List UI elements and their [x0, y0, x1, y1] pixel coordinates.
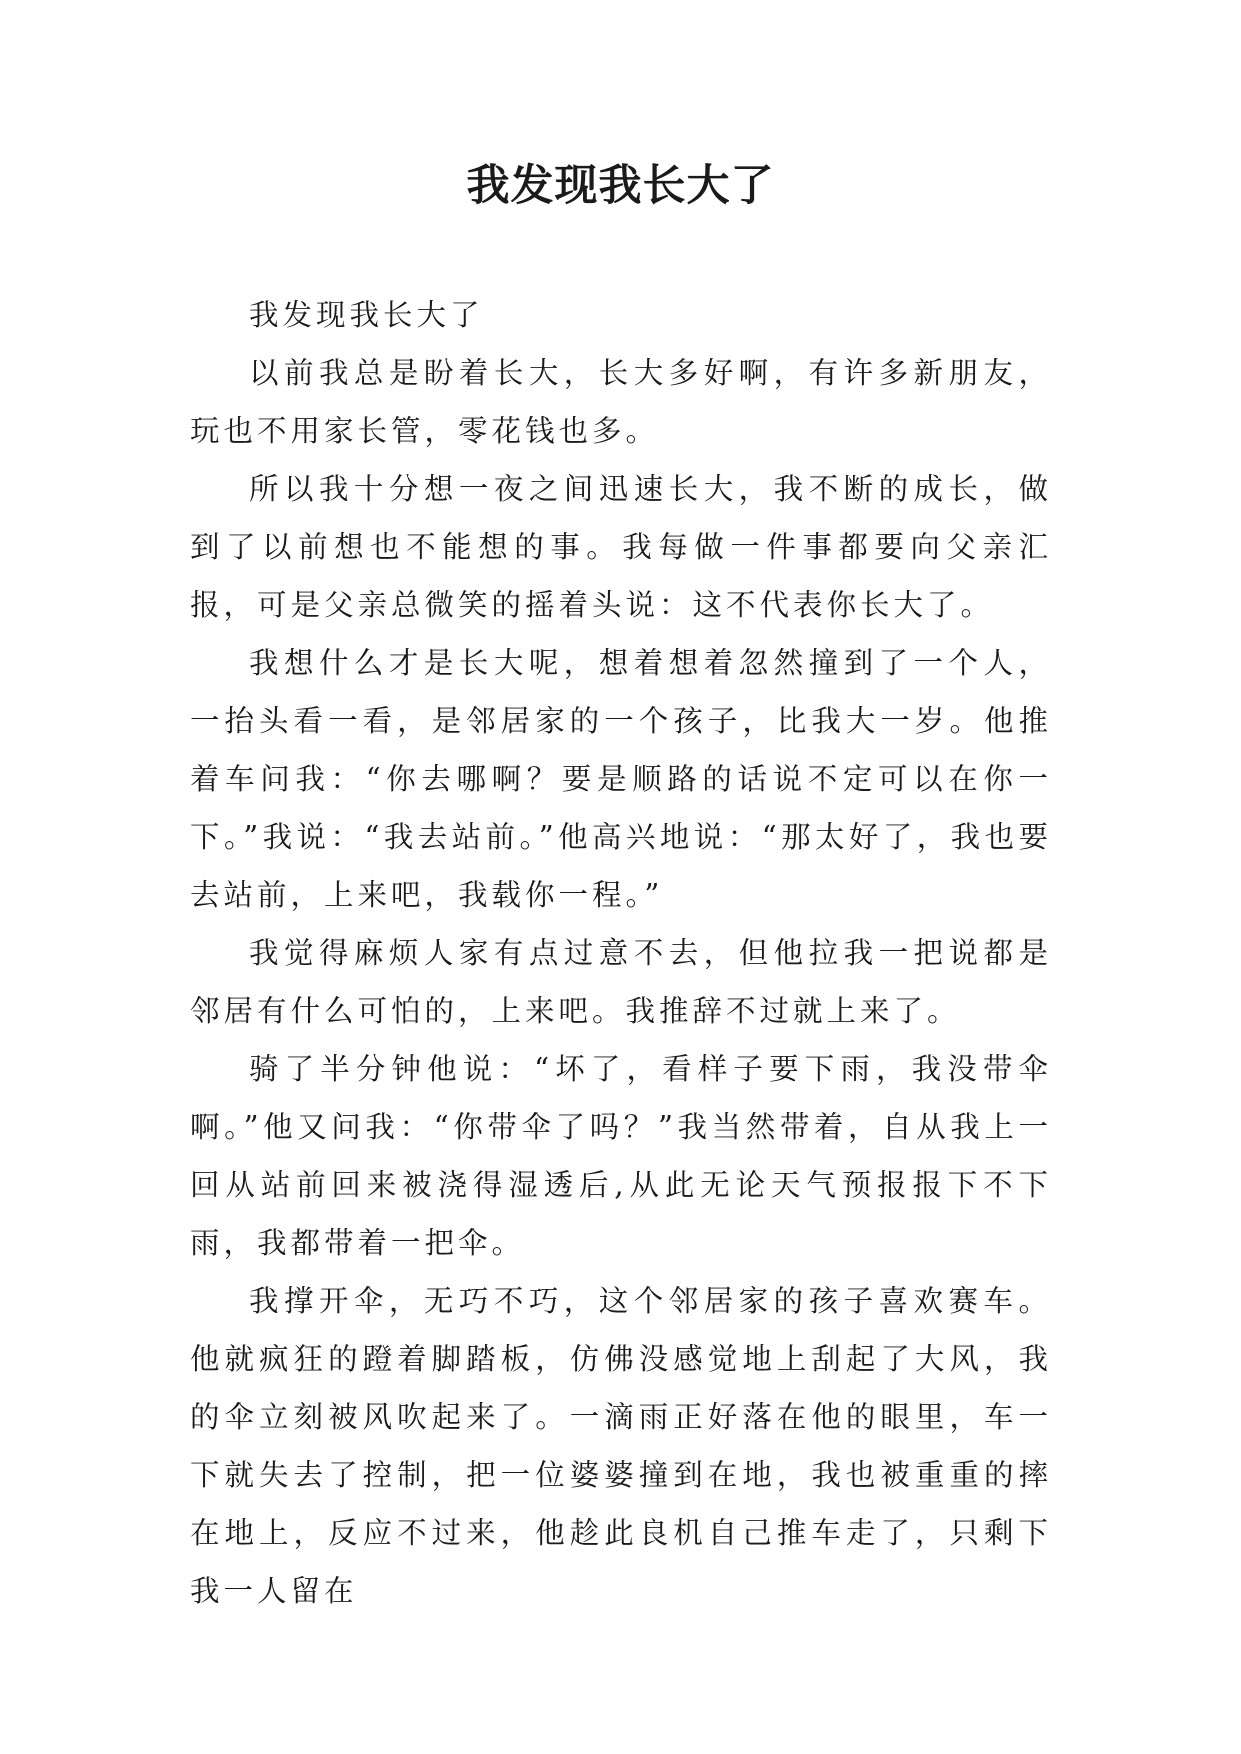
document-body: [190, 286, 1052, 1620]
paragraph: 我撑开伞，无巧不巧，这个邻居家的孩子喜欢赛车。他就疯狂的蹬着脚踏板，仿佛没感觉地上刮起了大风，我的伞立刻被风吹起来了。一滴雨正好落在他的眼里，车一下就失去了控制，把一位婆婆撞到在地，我也被重重的摔在地上，反应不过来，他趁此良机自己推车走了，只剩下我一人留在: [190, 1284, 1052, 1608]
paragraph: 骑了半分钟他说：“坏了，看样子要下雨，我没带伞啊。”他又问我：“你带伞了吗？”我当然带着，自从我上一回从站前回来被浇得湿透后,从此无论天气预报报下不下雨，我都带着一把伞。: [190, 1052, 1052, 1260]
paragraph: 我想什么才是长大呢，想着想着忽然撞到了一个人，一抬头看一看，是邻居家的一个孩子，比我大一岁。他推着车问我：“你去哪啊？要是顺路的话说不定可以在你一下。”我说：“我去站前。”他高兴地说：“那太好了，我也要去站前，上来吧，我载你一程。”: [190, 646, 1052, 912]
paragraph: 所以我十分想一夜之间迅速长大，我不断的成长，做到了以前想也不能想的事。我每做一件事都要向父亲汇报，可是父亲总微笑的摇着头说：这不代表你长大了。: [190, 472, 1052, 622]
page-title: 我发现我长大了: [466, 161, 775, 211]
paragraph-heading: 我发现我长大了: [249, 298, 484, 332]
paragraph: 我觉得麻烦人家有点过意不去，但他拉我一把说都是邻居有什么可怕的，上来吧。我推辞不过就上来了。: [190, 936, 1052, 1028]
paragraph: 以前我总是盼着长大，长大多好啊，有许多新朋友，玩也不用家长管，零花钱也多。: [190, 356, 1052, 448]
